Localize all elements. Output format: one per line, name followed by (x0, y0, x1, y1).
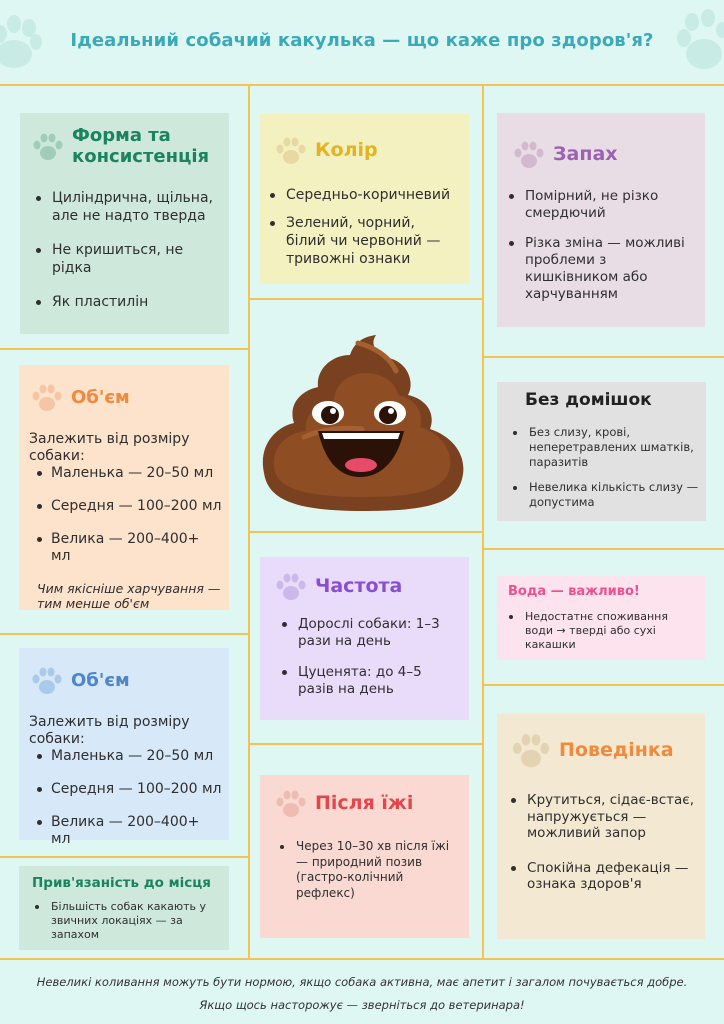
list-item: Маленька — 20–50 мл (29, 748, 223, 765)
footer-vet-advice: Якщо щось насторожує — зверніться до ветеринара! (199, 998, 525, 1012)
frequency-card (260, 557, 469, 720)
list-item: Зелений, чорний, білий чи червоний — тривожні ознаки (264, 214, 459, 268)
list-item: Дорослі собаки: 1–3 рази на день (276, 616, 461, 650)
list-item: Спокійна дефекація — ознака здоров'я (505, 860, 699, 893)
card-list (497, 411, 706, 510)
paw-icon (32, 132, 64, 162)
card-title: Після їжі (315, 792, 414, 815)
footer-note: Невеликі коливання можуть бути нормою, якщо собака активна, має апетит і загалом почувається добре. (36, 975, 688, 989)
list-item: Різка зміна — можливі проблеми з кишківником або харчуванням (503, 235, 697, 303)
card-list (260, 602, 469, 698)
list-item: Цуценята: до 4–5 разів на день (276, 664, 461, 698)
card-list (497, 770, 705, 893)
place-attachment-card (19, 866, 229, 950)
list-item: Циліндрична, щільна, але не надто тверда (30, 189, 215, 225)
card-title: Колір (315, 139, 378, 162)
card-title: Поведінка (559, 739, 674, 762)
list-item: Недостатнє споживання води → тверді або сухі какашки (503, 610, 699, 652)
list-item: Середньо-коричневий (264, 186, 459, 204)
list-item: Крутиться, сідає-встає, напружується — можливий запор (505, 792, 699, 842)
after-meal-card (260, 775, 469, 938)
card-title: Запах (553, 143, 618, 166)
card-title-line-1: Форма та (72, 125, 171, 146)
list-item: Як пластилін (30, 293, 215, 311)
card-title: Об'єм (71, 386, 130, 408)
paw-icon (275, 572, 307, 602)
card-list (19, 465, 229, 565)
card-title: Частота (315, 575, 403, 598)
no-impurities-card (497, 382, 706, 521)
smiling-poop-illustration (258, 333, 470, 511)
list-item: Без слизу, крові, неперетравлених шматків, паразитів (507, 425, 700, 470)
card-list (20, 167, 229, 311)
card-list (497, 600, 705, 652)
list-item: Середня — 100–200 мл (29, 498, 223, 515)
card-list (19, 748, 229, 848)
list-item: Більшість собак какають у звичних локаціях — за запахом (29, 900, 223, 942)
card-list (19, 892, 229, 942)
shape-consistency-card (20, 113, 229, 334)
card-title: Об'єм (71, 669, 130, 691)
smell-card (497, 113, 705, 327)
paw-icon (513, 140, 545, 170)
list-item: Невелика кількість слизу — допустима (507, 480, 700, 510)
list-item: Через 10–30 хв після їжі — природний позив (гастро-колічний рефлекс) (274, 839, 461, 901)
card-title: Вода — важливо! (508, 584, 640, 599)
page-title: Ідеальний собачий какулька — що каже про здоров'я? (70, 30, 654, 51)
card-note: Чим якісніше харчування — тим менше об'єм (37, 581, 221, 611)
card-list (260, 819, 469, 901)
behavior-card (497, 714, 705, 939)
list-item: Середня — 100–200 мл (29, 781, 223, 798)
paw-icon (275, 789, 307, 819)
list-item: Маленька — 20–50 мл (29, 465, 223, 482)
color-card (260, 114, 469, 284)
volume-card-2 (19, 648, 229, 847)
paw-icon (31, 666, 63, 696)
list-item: Велика — 200–400+ мл (29, 531, 223, 565)
card-title (72, 126, 209, 167)
card-title: Прив'язаність до місця (32, 875, 211, 891)
card-title: Без домішок (525, 390, 652, 410)
paw-icon (31, 383, 63, 413)
list-item: Не кришиться, не рідка (30, 241, 215, 277)
card-intro: Залежить від розміру собаки: (29, 714, 190, 747)
card-title-line-2: консистенція (72, 145, 210, 167)
card-list (260, 166, 469, 268)
volume-card-1 (19, 365, 229, 610)
card-intro: Залежить від розміру собаки: (29, 431, 190, 464)
card-list (497, 170, 705, 303)
list-item: Велика — 200–400+ мл (29, 814, 223, 848)
list-item: Помірний, не різко смердючий (503, 188, 697, 222)
paw-icon (511, 732, 551, 770)
paw-icon (275, 136, 307, 166)
water-card (497, 576, 705, 660)
